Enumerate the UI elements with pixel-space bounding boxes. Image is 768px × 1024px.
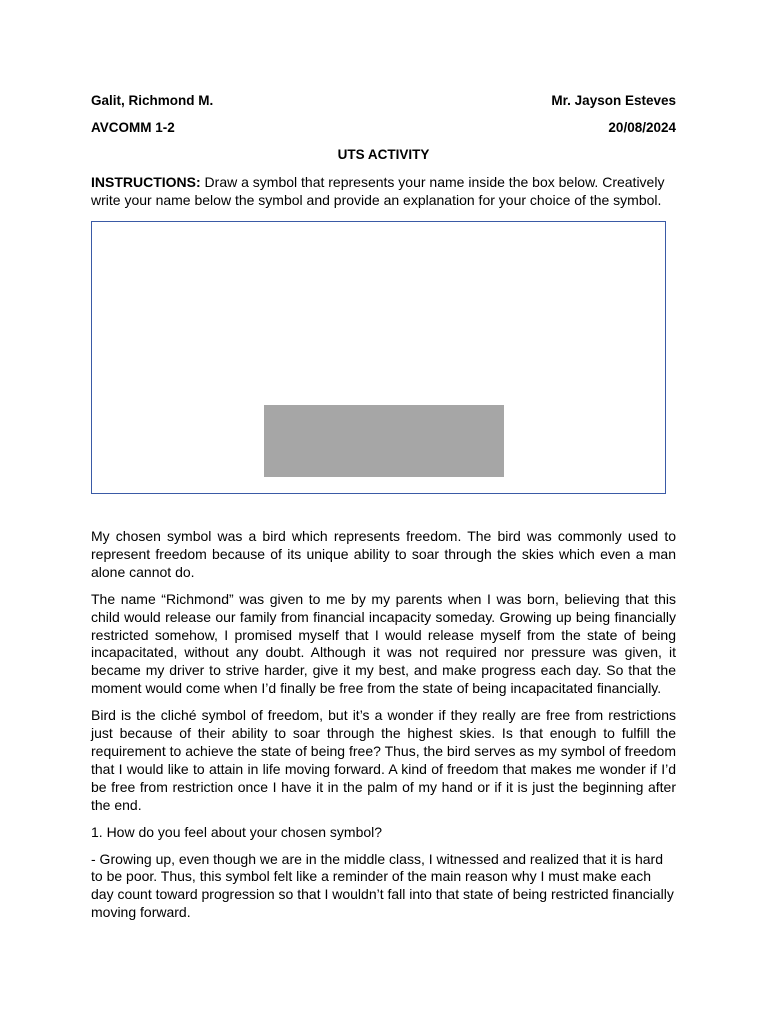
header-row-section-date: [91, 119, 676, 137]
question-1: 1. How do you feel about your chosen symbol?: [91, 823, 383, 840]
paragraph-bird-freedom: Bird is the cliché symbol of freedom, but it’s a wonder if they really are free from restrictions just because of their ability to soar through the highest skies. Is that enough to fulfill the requirement to achieve the state of being free? Thus, the bird serves as my symbol of freedom that I would like to attain in life moving forward. A kind of freedom that makes me wonder if I’d be free from restriction once I have it in the palm of my hand or if it is just the beginning after the end.: [91, 707, 676, 813]
activity-title: UTS ACTIVITY: [337, 147, 430, 162]
instructions-text: Draw a symbol that represents your name inside the box below. Creatively write your name below the symbol and provide an explanation for your choice of the symbol.: [91, 174, 665, 208]
explanation-text: [91, 528, 676, 931]
student-name: Galit, Richmond M.: [91, 93, 214, 108]
date-label: 20/08/2024: [608, 120, 676, 135]
symbol-drawing-box: [91, 221, 666, 494]
answer-1: - Growing up, even though we are in the middle class, I witnessed and realized that it is hard to be poor. Thus, this symbol felt like a reminder of the main reason why I must make each day count toward progression so that I wouldn’t fall into that state of being restricted financially moving forward.: [91, 850, 674, 921]
section-label: AVCOMM 1-2: [91, 120, 175, 135]
instructions: [91, 174, 671, 209]
teacher-name: Mr. Jayson Esteves: [551, 93, 676, 108]
paragraph-name-meaning: The name “Richmond” was given to me by my parents when I was born, believing that this child would release our family from financial incapacity someday. Growing up being financially restricted somehow, I promised myself that I would release myself from the state of being incapacitated, without any doubt. Although it was not required nor pressure was given, it became my driver to strive harder, give it my best, and make progress each day. So that the moment would come when I’d finally be free from the state of being incapacitated financially.: [91, 590, 676, 697]
header-row-names: [91, 92, 676, 110]
paragraph-symbol-choice: My chosen symbol was a bird which represents freedom. The bird was commonly used to represent freedom because of its unique ability to soar through the skies which even a man alone cannot do.: [91, 528, 676, 580]
instructions-label: INSTRUCTIONS:: [91, 174, 201, 190]
redacted-image-block: [264, 405, 504, 477]
